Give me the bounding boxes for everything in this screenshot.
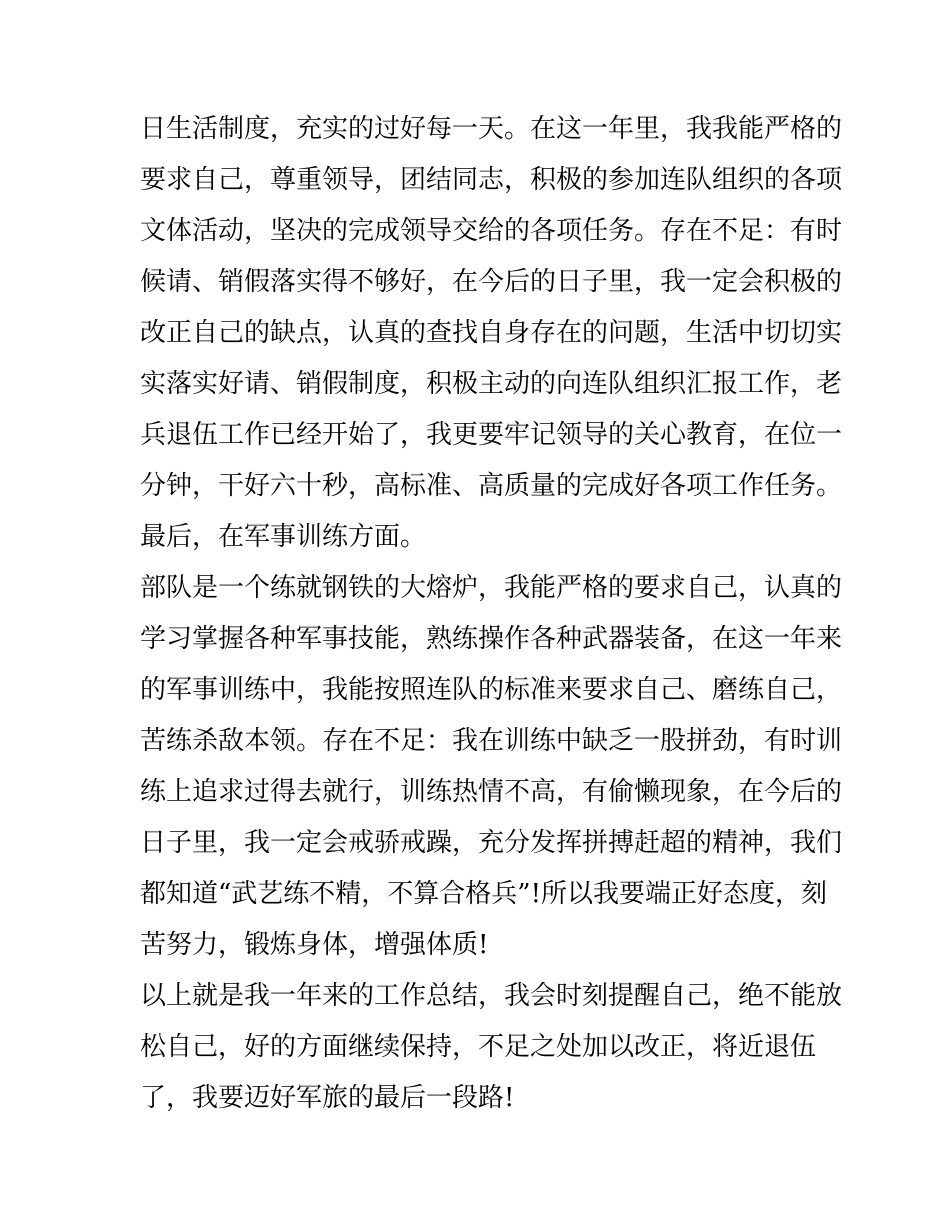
text-line: 实落实好请、销假制度，积极主动的向连队组织汇报工作，老 — [140, 369, 843, 399]
text-line: 改正自己的缺点，认真的查找自身存在的问题，生活中切切实 — [140, 318, 843, 348]
text-line: 的军事训练中，我能按照连队的标准来要求自己、磨练自己， — [140, 675, 843, 705]
text-line: 候请、销假落实得不够好，在今后的日子里，我一定会积极的 — [140, 267, 843, 297]
text-line: 苦努力，锻炼身体，增强体质! — [140, 930, 489, 960]
text-line: 了，我要迈好军旅的最后一段路! — [140, 1083, 515, 1113]
body-text — [140, 104, 843, 1124]
text-line: 松自己，好的方面继续保持，不足之处加以改正，将近退伍 — [140, 1032, 817, 1062]
text-line: 日生活制度，充实的过好每一天。在这一年里，我我能严格的 — [140, 114, 843, 144]
text-line: 部队是一个练就钢铁的大熔炉，我能严格的要求自己，认真的 — [140, 573, 843, 603]
text-line: 都知道“武艺练不精，不算合格兵”!所以我要端正好态度，刻 — [140, 879, 828, 909]
text-line: 文体活动，坚决的完成领导交给的各项任务。存在不足：有时 — [140, 216, 843, 246]
text-line: 分钟，干好六十秒，高标准、高质量的完成好各项工作任务。 — [140, 471, 843, 501]
text-line: 日子里，我一定会戒骄戒躁，充分发挥拼搏赶超的精神，我们 — [140, 828, 843, 858]
text-line: 苦练杀敌本领。存在不足：我在训练中缺乏一股拼劲，有时训 — [140, 726, 843, 756]
text-line: 最后，在军事训练方面。 — [140, 522, 427, 552]
text-line: 学习掌握各种军事技能，熟练操作各种武器装备，在这一年来 — [140, 624, 843, 654]
text-line: 以上就是我一年来的工作总结，我会时刻提醒自己，绝不能放 — [140, 981, 843, 1011]
text-line: 练上追求过得去就行，训练热情不高，有偷懒现象，在今后的 — [140, 777, 843, 807]
text-line: 要求自己，尊重领导，团结同志，积极的参加连队组织的各项 — [140, 165, 843, 195]
text-line: 兵退伍工作已经开始了，我更要牢记领导的关心教育，在位一 — [140, 420, 843, 450]
